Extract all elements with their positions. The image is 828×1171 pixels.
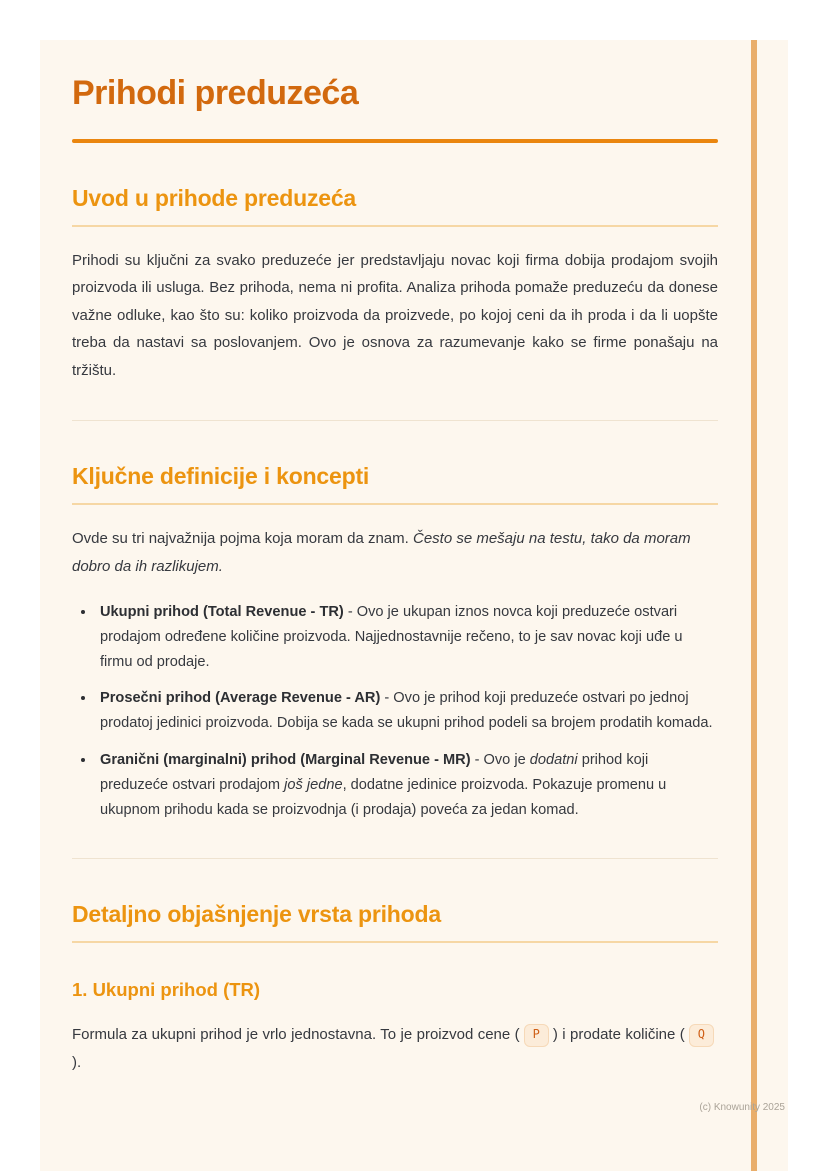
right-accent-stripe <box>751 40 757 1171</box>
copyright-footer: (c) Knowunity 2025 <box>699 1102 785 1113</box>
term-description: - Ovo je ukupan iznos novca koji preduzeće ostvari prodajom određene količine proizvoda. Najjednostavnije rečeno, to je sav novac koji uđe u firmu od prodaje. <box>100 604 683 670</box>
definitions-lead <box>72 525 718 580</box>
lead-text: Ovde su tri najvažnija pojma koja moram da znam. <box>72 530 413 548</box>
heading-underline <box>72 941 718 943</box>
list-item-marginal-revenue <box>96 748 718 822</box>
formula-text: ) i prodate količine ( <box>552 1026 685 1044</box>
section-divider <box>72 858 718 859</box>
formula-text: ). <box>72 1053 82 1071</box>
section-definitions <box>72 463 718 822</box>
term-italic: dodatni <box>529 752 578 769</box>
section-details <box>72 901 718 1076</box>
term-italic: još jedne <box>284 776 343 793</box>
list-item-average-revenue <box>96 686 718 736</box>
subheading-total-revenue: 1. Ukupni prihod (TR) <box>72 979 261 1001</box>
term-label: Ukupni prihod (Total Revenue - TR) <box>100 604 344 621</box>
formula-paragraph <box>72 1021 718 1076</box>
term-description: - Ovo je prihod koji preduzeće ostvari po jednoj prodatoj jedinici proizvoda. Dobija se kada se ukupni prihod podeli sa brojem prodatih komada. <box>100 690 713 732</box>
heading-underline <box>72 503 718 505</box>
intro-paragraph: Prihodi su ključni za svako preduzeće jer predstavljaju novac koji firma dobija prodajom svojih proizvoda ili usluga. Bez prihoda, nema ni profita. Analiza prihoda pomaže preduzeću da donese važne odluke, kao što su: koliko proizvoda da proizvede, po kojoj ceni da ih proda i da li uopšte treba da nastavi sa poslovanjem. Ovo je osnova za razumevanje kako se firme ponašaju na tržištu. <box>72 252 718 379</box>
page-title: Prihodi preduzeća <box>72 74 359 112</box>
formula-text: Formula za ukupni prihod je vrlo jednostavna. To je proizvod cene ( <box>72 1026 520 1044</box>
heading-intro: Uvod u prihode preduzeća <box>72 185 357 211</box>
term-label: Granični (marginalni) prihod (Marginal Revenue - MR) <box>100 752 471 769</box>
quantity-code-badge: Q <box>689 1024 714 1047</box>
term-description: , dodatne jedinice proizvoda. Pokazuje promenu u ukupnom prihodu kada se proizvodnja (i prodaja) poveća za jedan komad. <box>100 776 667 818</box>
term-description: - Ovo je <box>470 752 530 769</box>
title-rule <box>72 139 718 143</box>
heading-details: Detaljno objašnjenje vrsta prihoda <box>72 901 441 928</box>
price-code-badge: P <box>524 1024 549 1047</box>
lead-italic-text: Često se mešaju na testu, tako da moram dobro da ih razlikujem. <box>72 530 691 575</box>
heading-underline <box>72 225 718 227</box>
term-label: Prosečni prihod (Average Revenue - AR) <box>100 690 381 707</box>
term-description: prihod koji preduzeće ostvari prodajom <box>100 752 649 793</box>
heading-definitions: Ključne definicije i koncepti <box>72 463 370 490</box>
section-intro <box>72 185 718 384</box>
definitions-list <box>72 600 718 822</box>
note-card <box>40 40 788 1171</box>
section-divider <box>72 420 718 421</box>
list-item-total-revenue <box>96 600 718 674</box>
